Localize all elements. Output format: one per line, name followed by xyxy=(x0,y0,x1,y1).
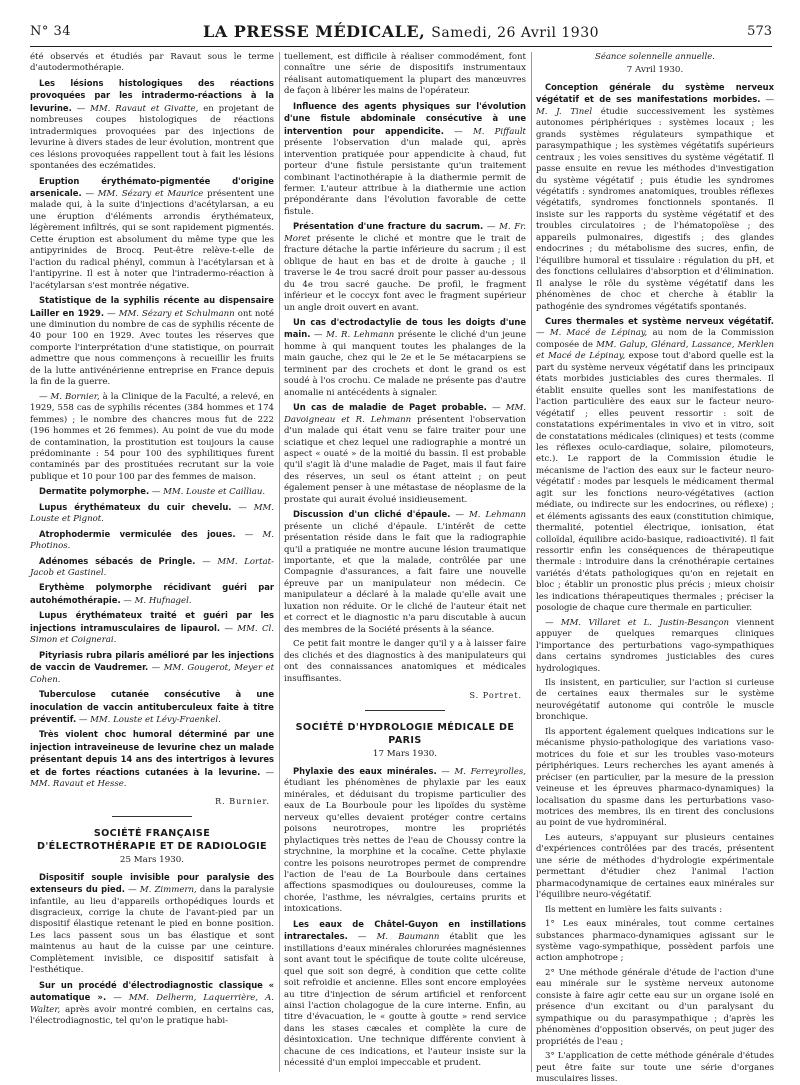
paragraph: Ils apportent également quelques indications sur le mécanisme physio-pathologique des variations vaso-motrices du foie et sur les troubles vaso-moteurs périphériques. Leurs recherches les ayant amenés à préciser (en particulier, par la mesure de la pression veineuse et les épreuves pharmaco-dynamiques) la localisation du spasme dans les perturbations vaso-motrices des membres, ils en tirent des conclusions au point de vue hydrominéral. xyxy=(536,726,774,829)
article-authors: M. J. Tinel xyxy=(536,106,593,117)
article-title: Un cas d'ectrodactylie de tous les doigts d'une main. xyxy=(284,316,526,340)
journal-title: LA PRESSE MÉDICALE, xyxy=(202,22,426,41)
article-title: Atrophodermie vermiculée des joues. xyxy=(39,528,236,539)
article: Discussion d'un cliché d'épaule. — M. Lehmann présente un cliché d'épaule. L'intérêt de cette présentation réside dans le fait que la radiographie qu'il a pratiquée ne montre aucune lésion traumatique importante, et que la malade, contrôlée par une Compagnie d'assurances, a fait faire une nouvelle épreuve par un manipulateur non médecin. Ce manipulateur a déclaré à la malade qu'elle avait une luxation non réduite. Or le cliché de l'auteur était net et correct et le diagnostic n'a paru discutable à aucun des membres de la Société présents à la séance. xyxy=(284,509,527,635)
article-authors: MM. Louste et Lévy-Fraenkel. xyxy=(90,715,221,726)
article: Dispositif souple invisible pour paralysie des extenseurs du pied. — M. Zimmern, dans la paralysie infantile, au lieu d'appareils orthopédiques lourds et disgracieux, corrige la chute de l'avant-pied par un dispositif élastique retenant le pied en bonne position. Les lacs passent sous un bas élastique et sont maintenus au haut de la cuisse par une ceinture. Complètement invisible, ce dispositif satisfait à l'esthétique. xyxy=(30,871,274,976)
article-title: Très violent choc humoral déterminé par une injection intraveineuse de levurine chez un malade présentant depuis 14 ans des intertrigos à levures et de fortes réactions cutanées à la levurine. xyxy=(30,729,274,777)
article-text: en projetant de nombreuses coupes histologiques de réactions intradermiques provoquées par des injections de levurine à divers stades de leur évolution, montrent que ces lésions provoquées rappellent tout à fait les lésions spontanées des eczématides. xyxy=(30,103,274,172)
article-authors: M. Ferreyrolles, xyxy=(454,766,527,777)
article-authors: MM. Villaret et L. Justin-Besançon xyxy=(560,617,730,628)
article-text: établit que les instillations d'eaux minérales chlorurées magnésiennes sont avant tout le spécifique de toute colite ulcéreuse, quel que soit son degré, à condition que cette colite soit refroidie et ancienne. Elles sont encore employées au titre d'injection de sérum artificiel et renforcent ainsi l'action cholagogue de la cure interne. Enfin, au titre d'évacuation, le « goutte à goutte » rend service dans les stases cæcales et complète la cure de désintoxication. Une technique différente convient à chacune de ces indications, et l'auteur insiste sur la nécessité d'un emploi impeccable et prudent. xyxy=(284,932,527,1069)
article: Conception générale du système nerveux végétatif et de ses manifestations morbides. — M. J. Tinel étudie successivement les systèmes autonomes périphériques : systèmes locaux ; les grands systèmes régulateurs sympathique et parasympathique ; les systèmes végétatifs supérieurs centraux ; les voies sensitives du système végétatif. Il passe ensuite en revue les méthodes d'investigation du système végétatif ; puis étudie les syndromes végétatifs : syndromes anatomiques, troubles réflexes végétatifs, syndromes fonctionnels spontanés. Il insiste sur les rapports du système végétatif et des troubles circulatoires ; de l'hématopoïèse ; des appareils pulmonaires, digestifs ; des glandes endocrines ; du métabolisme des sucres, enfin, de l'équilibre humoral et tissulaire : régulation du pH, et des fonctions cellulaires d'absorption et d'élimination. Il analyse le rôle du système végétatif dans les phénomènes de choc et cherche à établir la pathogénie des syndromes végétatifs spontanés. xyxy=(536,81,774,312)
column-left xyxy=(30,52,274,1074)
issue-date: Samedi, 26 Avril 1930 xyxy=(431,25,600,41)
article-text: présente un cliché d'épaule. L'intérêt de cette présentation réside dans le fait que la radiographie qu'il a pratiquée ne montre aucune lésion traumatique importante, et que la malade, contrôlée par une Compagnie d'assurances, a fait faire une nouvelle épreuve par un manipulateur non médecin. Ce manipulateur a déclaré à la malade qu'elle avait une luxation non réduite. Or le cliché de l'auteur était net et correct et le diagnostic n'a paru discutable à aucun des membres de la Société présents à la séance. xyxy=(284,521,526,635)
article-title: Dermatite polymorphe. xyxy=(39,486,150,497)
paragraph: tuellement, est difficile à réaliser commodément, font connaître une série de dispositifs instrumentaux réalisant automatiquement la plupart des manœuvres de façon à libérer les mains de l'opérateur. xyxy=(284,52,526,97)
article-text: ont noté une diminution du nombre de cas de syphilis récente de 40 pour 100 en 1929. Avec toutes les réserves que comporte l'interprétation d'une statistique, on pourrait admettre que nous commençons à recueillir les fruits de la lutte antivénérienne entreprise en France depuis la fin de la guerre. xyxy=(30,308,274,388)
article-title: Adénomes sébacés de Pringle. xyxy=(39,555,196,566)
report-signature: S. Portret. xyxy=(469,691,522,701)
column-middle xyxy=(284,52,526,1074)
article-title: Présentation d'une fracture du sacrum. xyxy=(293,221,484,232)
article: Les lésions histologiques des réactions provoquées par les intradermo-réactions à la levurine. — MM. Ravaut et Givatte, en projetant de nombreuses coupes histologiques de réactions intradermiques provoquées par des injections de levurine à divers stades de leur évolution, montrent que ces lésions provoquées rappellent tout à fait les lésions spontanées des eczématides. xyxy=(30,77,274,172)
article: Lupus érythémateux du cuir chevelu. — MM. Louste et Pignot. xyxy=(30,501,274,525)
article-text: présente l'observation d'un malade qui, après intervention pratiquée pour appendicite à chaud, fut porteur d'une fistule persistante qu'un traitement combinant l'actinothérapie à la diathermie permit de fermer. L'auteur attribue à la diathermie une action prépondérante dans l'évolution favorable de cette fistule. xyxy=(284,138,526,217)
article-authors: MM. Ravaut et Hesse. xyxy=(30,779,127,790)
article: Statistique de la syphilis récente au dispensaire Lailler en 1929. — MM. Sézary et Schulmann ont noté une diminution du nombre de cas de syphilis récente de 40 pour 100 en 1929. Avec toutes les réserves que comporte l'interprétation d'une statistique, on pourrait admettre que nous commençons à recueillir les fruits de la lutte antivénérienne entreprise en France depuis la fin de la guerre. xyxy=(30,295,274,388)
article: Lupus érythémateux traité et guéri par les injections intramusculaires de lipaurol. — MM. Cl. Simon et Coignerai. xyxy=(30,610,274,646)
paragraph: Ils mettent en lumière les faits suivants : xyxy=(545,904,723,915)
society-title: SOCIÉTÉ FRANÇAISE D'ÉLECTROTHÉRAPIE ET DE RADIOLOGIE xyxy=(36,828,267,853)
section-divider xyxy=(112,816,192,817)
article-authors: M. Bornier, xyxy=(50,391,100,402)
article-text: à la Clinique de la Faculté, a relevé, en 1929, 558 cas de syphilis récentes (384 hommes et 174 femmes) ; le nombre des chancres mous fut de 222 (196 hommes et 26 femmes). Au point de vue du mode de contamination, la prostitution est toujours la cause prédominante : 54 pour 100 des syphilitiques furent contaminés par des prostituées recrutant sur la voie publique et 10 pour 100 par des femmes de maison. xyxy=(30,391,275,482)
article: Les eaux de Châtel-Guyon en instillations intrarectales. — M. Baumann établit que les instillations d'eaux minérales chlorurées magnésiennes sont avant tout le spécifique de toute colite ulcéreuse, quel que soit son degré, à condition que cette colite soit refroidie et ancienne. Elles sont encore employées au titre d'injection de sérum artificiel et renforcent ainsi l'action cholagogue de la cure interne. Enfin, au titre d'évacuation, le « goutte à goutte » rend service dans les stases cæcales et complète la cure de désintoxication. Une technique différente convient à chacune de ces indications, et l'auteur insiste sur la nécessité d'un emploi impeccable et prudent. xyxy=(284,918,527,1069)
article-title: Statistique de la syphilis récente au dispensaire Lailler en 1929. xyxy=(30,295,274,318)
article-authors: MM. Ravaut et Givatte, xyxy=(90,103,199,114)
page-header xyxy=(30,22,772,47)
article-authors: MM. Louste et Cailliau. xyxy=(163,487,266,498)
article: — M. Bornier, à la Clinique de la Faculté, a relevé, en 1929, 558 cas de syphilis récentes (384 hommes et 174 femmes) ; le nombre des chancres mous fut de 222 (196 hommes et 26 femmes). Au point de vue du mode de contamination, la prostitution est toujours la cause prédominante : 54 pour 100 des syphilitiques furent contaminés par des prostituées recrutant sur la voie publique et 10 pour 100 par des femmes de maison. xyxy=(30,391,275,482)
session-title: Séance solennelle annuelle. xyxy=(595,52,715,62)
article: Adénomes sébacés de Pringle. — MM. Lortat-Jacob et Gastinel. xyxy=(30,555,274,579)
article-text: présentent une malade qui, à la suite d'injections d'acétylarsan, a eu une éruption d'éléments arrondis érythémateux, légèrement infiltrés, qui se sont rapidement pigmentés. Cette éruption est absolument du même type que les antipyrinides de Brocq. Peut-être relève-t-elle de l'action du radical phényl, commun à l'acétylarsan et à l'antipyrine. Il est à noter que l'intradermo-réaction à l'acétylarsan s'est montrée négative. xyxy=(30,188,275,291)
issue-number: N° 34 xyxy=(30,24,72,39)
article-text: présente le cliché et montre que le trait de fracture détache la partie inférieure du sacrum ; il est oblique de haut en bas et de droite à gauche ; il traverse le 4e trou sacré droit pour passer au-dessous du 4e trou sacré gauche. De profil, le fragment inférieur et le coccyx font avec le fragment supérieur un angle droit ouvert en avant. xyxy=(284,233,526,313)
article-title: Cures thermales et système nerveux végétatif. xyxy=(545,315,774,326)
article: Présentation d'une fracture du sacrum. — M. Fr. Moret présente le cliché et montre que le trait de fracture détache la partie inférieure du sacrum ; il est oblique de haut en bas et de droite à gauche ; il traverse le 4e trou sacré droit pour passer au-dessous du 4e trou sacré gauche. De profil, le fragment inférieur et le coccyx font avec le fragment supérieur un angle droit ouvert en avant. xyxy=(284,221,527,313)
article-authors: MM. Sézary et Maurice xyxy=(97,188,204,199)
article-text: étudiant les phénomènes de phylaxie par les eaux minérales, et déduisant du tropisme particulier des eaux de La Bourboule pour les lipoïdes du système nerveux qu'elles devaient protéger contre certains poisons neurotropes, montre les propriétés phylactiques très nettes de l'eau de Choussy contre la strychnine, la morphine et la cocaïne. Cette phylaxie contre les poisons neurotropes permet de comprendre l'action de l'eau de La Bourboule dans certaines affections spasmodiques ou douloureuses, comme la chorée, l'asthme, les névralgies, certains prurits et intoxications. xyxy=(284,778,526,915)
article: Un cas de maladie de Paget probable. — MM. Davoigneau et R. Lehmann présentent l'observation d'un malade qui était venu se faire traiter pour une sciatique et chez lequel une radiographie a montré un aspect « ouaté » de la moitié du bassin. Il est probable qu'il s'agit là d'une maladie de Paget, mais il faut faire des réserves, un seul os étant atteint ; on peut également penser à une métastase de néoplasme de la prostate qui aurait évolué insidieusement. xyxy=(284,402,526,505)
paragraph: été observés et étudiés par Ravaut sous le terme d'autodermothérapie. xyxy=(30,52,274,74)
paragraph: Les auteurs, s'appuyant sur plusieurs centaines d'expériences contrôlées par des tracés, présentent une série de méthodes d'hydrologie expérimentale permettant d'étudier chez l'animal l'action pharmacodynamique de certaines eaux minérales sur l'équilibre neuro-végétatif. xyxy=(536,832,774,901)
page-number: 573 xyxy=(747,24,772,39)
article-title: Dispositif souple invisible pour paralysie des extenseurs du pied. xyxy=(30,871,274,895)
article-title: Les eaux de Châtel-Guyon en instillations intrarectales. xyxy=(284,918,526,942)
article-title: Un cas de maladie de Paget probable. xyxy=(293,402,487,413)
article-title: Conception générale du système nerveux végétatif et de ses manifestations morbides. xyxy=(536,81,774,105)
article-authors: M. Macé de Lépinay, xyxy=(549,328,648,339)
list-item: 2° Une méthode générale d'étude de l'action d'une eau minérale sur le système nerveux autonome consiste à faire agir cette eau sur un organe isolé en présence d'un excitant ou d'un paralysant du sympathique ou du parasympathique ; d'après les phénomènes d'opposition observés, on peut juger des propriétés de l'eau ; xyxy=(536,967,774,1047)
article: Un cas d'ectrodactylie de tous les doigts d'une main. — M. R. Lehmann présente le cliché d'un jeune homme à qui manquent toutes les phalanges de la main gauche, chez qui le 2e et le 5e métacarpiens se terminent par des crochets et dont le grand os est soudé à l'os crochu. Ce malade ne présente pas d'autre anomalie ni antécédents à signaler. xyxy=(284,316,526,398)
article-text: au nom de la Commission composée de xyxy=(536,328,774,350)
article-authors: MM. Davoigneau et R. Lehmann xyxy=(284,403,526,425)
session-date: 25 Mars 1930. xyxy=(119,855,185,866)
article-authors: M. Lehmann xyxy=(469,510,527,521)
column-right xyxy=(536,52,775,1084)
article: Eruption érythémato-pigmentée d'origine arsenicale. — MM. Sézary et Maurice présentent une malade qui, à la suite d'injections d'acétylarsan, a eu une éruption d'éléments arrondis érythémateux, légèrement infiltrés, qui se sont rapidement pigmentés. Cette éruption est absolument du même type que les antipyrinides de Brocq. Peut-être relève-t-elle de l'action du radical phényl, commun à l'acétylarsan et à l'antipyrine. Il est à noter que l'intradermo-réaction à l'acétylarsan s'est montrée négative. xyxy=(30,175,275,291)
commission-members: MM. Galup, Glénard, Lassance, Merklen et Macé de Lépinay, xyxy=(536,339,774,362)
article-authors: M. R. Lehmann xyxy=(326,330,395,341)
report-signature: R. Burnier. xyxy=(215,796,270,806)
article: Sur un procédé d'électrodiagnostic classique « automatique ». — MM. Delherm, Laquerrière, A. Walter, après avoir montré combien, en certains cas, l'électrodiagnostic, tel qu'on le pratique habi- xyxy=(30,979,274,1027)
article: — MM. Villaret et L. Justin-Besançon viennent appuyer de quelques remarques cliniques l'importance des perturbations vago-sympathiques dans certains syndromes justiciables des cures hydrologiques. xyxy=(536,617,775,674)
session-date: 17 Mars 1930. xyxy=(372,749,438,760)
session-date: 7 Avril 1930. xyxy=(626,65,684,76)
column-divider xyxy=(531,52,532,1072)
column-divider xyxy=(279,52,280,1072)
article-text: dans la paralysie infantile, au lieu d'appareils orthopédiques lourds et disgracieux, corrige la chute de l'avant-pied par un dispositif élastique retenant le pied en bonne position. Les lacs passent sous un bas élastique et sont maintenus au haut de la cuisse par une ceinture. Complètement invisible, ce dispositif satisfait à l'esthétique. xyxy=(30,885,274,976)
article-title: Pityriasis rubra pilaris amélioré par les injections de vaccin de Vaudremer. xyxy=(30,649,274,673)
society-title: SOCIÉTÉ D'HYDROLOGIE MÉDICALE DE PARIS xyxy=(295,722,515,747)
paragraph: Ils insistent, en particulier, sur l'action si curieuse de certaines eaux thermales sur le système neurovégétatif autonome qui contrôle le muscle bronchique. xyxy=(536,678,774,723)
article-text: après avoir montré combien, en certains cas, l'électrodiagnostic, tel qu'on le pratique habi- xyxy=(30,1004,274,1027)
article-authors: M. Fr. Moret xyxy=(284,222,527,244)
article-authors: MM. Delherm, Laquerrière, A. Walter, xyxy=(30,993,274,1015)
article-text: présente le cliché d'un jeune homme à qui manquent toutes les phalanges de la main gauche, chez qui le 2e et le 5e métacarpiens se terminent par des crochets et dont le grand os est soudé à l'os crochu. Ce malade ne présente pas d'autre anomalie ni antécédents à signaler. xyxy=(284,330,526,398)
paragraph: Ce petit fait montre le danger qu'il y a à laisser faire des clichés et des diagnostics à des manipulateurs qui ont des connaissances anatomiques et médicales insuffisantes. xyxy=(284,639,526,684)
article-title: Phylaxie des eaux minérales. xyxy=(293,765,437,776)
article-text: expose tout d'abord quelle est la part du système nerveux végétatif dans les principaux états morbides justiciables des cures thermales. Il établit ensuite quelles sont les manifestations de l'action particulière des eaux sur le facteur neuro-végétatif ; elles peuvent ressortir : soit de constatations expérimentales in vivo et in vitro, soit de constatations médicales (cliniques) et tests (comme les réflexes oculo-cardiaque, solaire, pilomoteurs, etc.). Le rapport de la Commission étudie le mécanisme de l'action des eaux sur le facteur neuro-végétatif : modes par lesquels le médicament thermal agit sur les fonctions neuro-végétatives (action médiate, ou indirecte sur les endocrines, ou réflexe) ; et éléments agissants des eaux (constitution chimique, thermalité, potentiel électrique, ionisation, état colloïdal, équilibre acido-basique, radioactivité). Il fait ressortir enfin les conséquences de thérapeutique thermale : introduire dans la crénothérapie certaines variétés d'états pathologiques qu'on en rejetait en bloc ; établir un pronostic plus précis ; mieux choisir les indications thérapeutiques thermales ; préciser la posologie de chaque cure thermale en particulier. xyxy=(536,351,774,614)
article-authors: M. Piffault xyxy=(472,126,526,137)
article-title: Tuberculose cutanée consécutive à une inoculation de vaccin antituberculeux faite à titre préventif. xyxy=(30,689,274,725)
article-title: Influence des agents physiques sur l'évolution d'une fistule abdominale consécutive à une intervention pour appendicite. xyxy=(284,100,526,136)
article-text: présentent l'observation d'un malade qui était venu se faire traiter pour une sciatique et chez lequel une radiographie a montré un aspect « ouaté » de la moitié du bassin. Il est probable qu'il s'agit là d'une maladie de Paget, mais il faut faire des réserves, un seul os étant atteint ; on peut également penser à une métastase de néoplasme de la prostate qui aurait évolué insidieusement. xyxy=(284,414,526,505)
article: Dermatite polymorphe. — MM. Louste et Cailliau. xyxy=(39,486,266,498)
article-title: Erythème polymorphe récidivant guéri par autohémothérapie. xyxy=(30,582,274,605)
list-item: 3° L'application de cette méthode générale d'études peut être faite sur toute une série d'organes musculaires lisses. xyxy=(536,1051,774,1084)
article: Tuberculose cutanée consécutive à une inoculation de vaccin antituberculeux faite à titre préventif. — MM. Louste et Lévy-Fraenkel. xyxy=(30,689,274,726)
article-text: étudie successivement les systèmes autonomes périphériques : systèmes locaux ; les grands systèmes régulateurs sympathique et parasympathique ; les systèmes végétatifs supérieurs centraux ; les voies sensitives du système végétatif. Il passe ensuite en revue les méthodes d'investigation du système végétatif ; puis étudie les syndromes végétatifs : syndromes anatomiques, troubles réflexes végétatifs, syndromes fonctionnels spontanés. Il insiste sur les rapports du système végétatif et des troubles circulatoires ; de l'hématopoïèse ; des appareils pulmonaires, digestifs ; des glandes endocrines ; du métabolisme des sucres, enfin, de l'équilibre humoral et tissulaire : régulation du pH, et des fonctions cellulaires d'absorption et d'élimination. Il analyse le rôle du système végétatif dans les phénomènes de choc et cherche à établir la pathogénie des syndromes végétatifs spontanés. xyxy=(536,106,774,312)
article-authors: M. Baumann xyxy=(376,932,440,943)
article-authors: MM. Gougerot, Meyer et Cohen. xyxy=(30,663,274,685)
article-title: Discussion d'un cliché d'épaule. xyxy=(293,509,451,520)
article-authors: MM. Louste et Pignot. xyxy=(30,502,274,525)
article-text: viennent appuyer de quelques remarques cliniques l'importance des perturbations vago-sympathiques dans certains syndromes justiciables des cures hydrologiques. xyxy=(536,617,775,674)
article: Phylaxie des eaux minérales. — M. Ferreyrolles, étudiant les phénomènes de phylaxie par les eaux minérales, et déduisant du tropisme particulier des eaux de La Bourboule pour les lipoïdes du système nerveux qu'elles devaient protéger contre certains poisons neurotropes, montre les propriétés phylactiques très nettes de l'eau de Choussy contre la strychnine, la morphine et la cocaïne. Cette phylaxie contre les poisons neurotropes permet de comprendre l'action de l'eau de La Bourboule dans certaines affections spasmodiques ou douloureuses, comme la chorée, l'asthme, les névralgies, certains prurits et intoxications. xyxy=(284,765,527,915)
article-title: Lupus érythémateux du cuir chevelu. xyxy=(39,501,232,512)
article-authors: MM. Sézary et Schulmann xyxy=(118,308,235,319)
article-title: Les lésions histologiques des réactions provoquées par les intradermo-réactions à la levurine. xyxy=(30,77,274,113)
article: Atrophodermie vermiculée des joues. — M. Photinos. xyxy=(30,528,275,552)
article-title: Lupus érythémateux traité et guéri par les injections intramusculaires de lipaurol. xyxy=(30,610,274,633)
article-title: Sur un procédé d'électrodiagnostic classique « automatique ». xyxy=(30,979,274,1003)
section-divider xyxy=(365,710,445,711)
article: Cures thermales et système nerveux végétatif. — M. Macé de Lépinay, au nom de la Commission composée de MM. Galup, Glénard, Lassance, Merklen et Macé de Lépinay, expose tout d'abord quelle est la part du système nerveux végétatif dans les principaux états morbides justiciables des cures thermales. Il établit ensuite quelles sont les manifestations de l'action particulière des eaux sur le facteur neuro-végétatif ; elles peuvent ressortir : soit de constatations expérimentales in vivo et in vitro, soit de constatations médicales (cliniques) et tests (comme les réflexes oculo-cardiaque, solaire, pilomoteurs, etc.). Le rapport de la Commission étudie le mécanisme de l'action des eaux sur le facteur neuro-végétatif : modes par lesquels le médicament thermal agit sur les fonctions neuro-végétatives (action médiate, ou indirecte sur les endocrines, ou réflexe) ; et éléments agissants des eaux (constitution chimique, thermalité, potentiel électrique, ionisation, état colloïdal, équilibre acido-basique, radioactivité). Il fait ressortir enfin les conséquences de thérapeutique thermale : introduire dans la crénothérapie certaines variétés d'états pathologiques qu'on en rejetait en bloc ; établir un pronostic plus précis ; mieux choisir les indications thérapeutiques thermales ; préciser la posologie de chaque cure thermale en particulier. xyxy=(536,315,774,614)
article-authors: M. Hufnagel. xyxy=(134,595,192,606)
article-authors: MM. Lortat-Jacob et Gastinel. xyxy=(30,556,274,579)
article: Erythème polymorphe récidivant guéri par autohémothérapie. — M. Hufnagel. xyxy=(30,582,274,606)
article: Pityriasis rubra pilaris amélioré par les injections de vaccin de Vaudremer. — MM. Gougerot, Meyer et Cohen. xyxy=(30,649,274,685)
article-authors: MM. Cl. Simon et Coignerai. xyxy=(30,623,274,646)
article: Influence des agents physiques sur l'évolution d'une fistule abdominale consécutive à une intervention pour appendicite. — M. Piffault présente l'observation d'un malade qui, après intervention pratiquée pour appendicite à chaud, fut porteur d'une fistule persistante qu'un traitement combinant l'actinothérapie à la diathermie permit de fermer. L'auteur attribue à la diathermie une action prépondérante dans l'évolution favorable de cette fistule. xyxy=(284,100,526,217)
article-title: Eruption érythémato-pigmentée d'origine arsenicale. xyxy=(30,175,274,198)
article-authors: M. Zimmern, xyxy=(139,885,197,896)
journal-masthead xyxy=(30,22,772,41)
article: Très violent choc humoral déterminé par une injection intraveineuse de levurine chez un malade présentant depuis 14 ans des intertrigos à levures et de fortes réactions cutanées à la levurine. — MM. Ravaut et Hesse. xyxy=(30,729,275,790)
list-item: 1° Les eaux minérales, tout comme certaines substances pharmaco-dynamiques agissant sur le système vago-sympathique, possèdent parfois une action amphotrope ; xyxy=(536,919,774,964)
article-authors: M. Photinos. xyxy=(30,529,275,552)
